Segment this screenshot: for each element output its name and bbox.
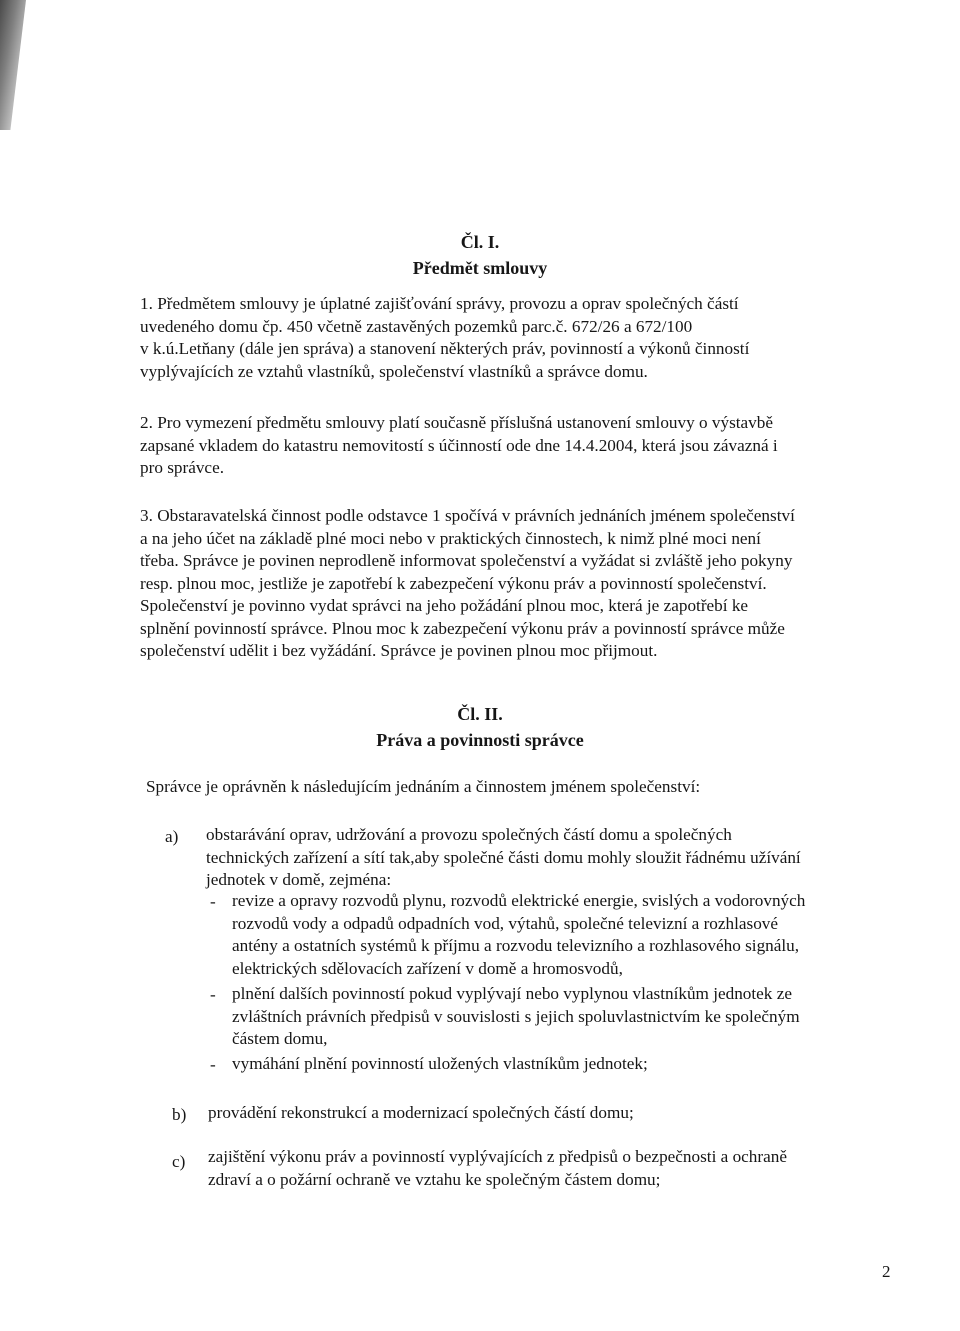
text-line: technických zařízení a sítí tak,aby společné části domu mohly sloužit řádnému užívání xyxy=(206,847,801,867)
bullet-dash: - xyxy=(210,892,216,911)
text-line: zdraví a o požární ochraně ve vztahu ke společným částem domu; xyxy=(208,1169,661,1189)
list-item-b xyxy=(208,1102,892,1125)
text-line: splnění povinností správce. Plnou moc k zabezpečení výkonu práv a povinností správce může xyxy=(140,618,785,638)
article-1-paragraph-2 xyxy=(140,412,896,480)
text-line: pro správce. xyxy=(140,458,224,477)
text-line: elektrických sdělovacích zařízení v domě a hromosvodů, xyxy=(232,958,623,978)
text-line: resp. plnou moc, jestliže je zapotřebí k zabezpečení výkonu práv a povinností společenství. xyxy=(140,573,767,593)
text-line: třeba. Správce je povinen neprodleně informovat společenství a vyžádat si zvláště jeho pokyny xyxy=(140,551,793,570)
page-number: 2 xyxy=(882,1262,891,1281)
text-line: obstarávání oprav, udržování a provozu společných částí domu a společných xyxy=(206,825,732,844)
article-2-title: Práva a povinnosti správce xyxy=(376,730,584,750)
list-item-c xyxy=(208,1146,896,1191)
text-line: v k.ú.Letňany (dále jen správa) a stanovení některých práv, povinností a výkonů činností xyxy=(140,339,750,358)
article-1-paragraph-3 xyxy=(140,505,896,663)
text-line: Společenství je povinno vydat správci na jeho požádání plnou moc, která je zapotřebí ke xyxy=(140,596,749,615)
text-line: antény a ostatních systémů k příjmu a rozvodu televizního a rozhlasového signálu, xyxy=(232,936,800,955)
text-line: vymáhání plnění povinností uložených vlastníkům jednotek; xyxy=(232,1054,648,1073)
sub-item-3 xyxy=(232,1053,892,1076)
sub-item-2 xyxy=(232,983,892,1051)
text-line: 2. Pro vymezení předmětu smlouvy platí současně příslušná ustanovení smlouvy o výstavbě xyxy=(140,413,773,432)
text-line: vyplývajících ze vztahů vlastníků, společenství vlastníků a správce domu. xyxy=(140,361,648,381)
list-label-c: c) xyxy=(172,1152,186,1171)
text-line: rozvodů vody a odpadů odpadních vod, výtahů, společné televizní a rozhlasové xyxy=(232,913,779,933)
text-line: jednotek v domě, zejména: xyxy=(206,870,392,889)
text-line: provádění rekonstrukcí a modernizací společných částí domu; xyxy=(208,1103,634,1122)
text-line: 3. Obstaravatelská činnost podle odstavce 1 spočívá v právních jednáních jménem společenství xyxy=(140,506,795,525)
bullet-dash: - xyxy=(210,985,216,1004)
article-2-number: Čl. II. xyxy=(457,704,503,724)
article-2-intro xyxy=(146,776,886,799)
article-1-number: Čl. I. xyxy=(460,232,500,252)
text-line: zajištění výkonu práv a povinností vyplývajících z předpisů o bezpečnosti a ochraně xyxy=(208,1147,787,1166)
text-line: plnění dalších povinností pokud vyplývají nebo vyplynou vlastníkům jednotek ze xyxy=(232,984,792,1003)
text-line: revize a opravy rozvodů plynu, rozvodů elektrické energie, svislých a vodorovných xyxy=(232,891,806,910)
text-line: společenství udělit i bez vyžádání. Správce je povinen plnou moc přijmout. xyxy=(140,641,658,660)
text-line: a na jeho účet na základě plné moci nebo v praktických činnostech, k nimž plné moci není xyxy=(140,528,761,548)
text-line: zapsané vkladem do katastru nemovitostí s účinností ode dne 14.4.2004, která jsou závazná i xyxy=(140,435,778,455)
text-line: uvedeného domu čp. 450 včetně zastavěných pozemků parc.č. 672/26 a 672/100 xyxy=(140,316,693,336)
list-label-b: b) xyxy=(172,1105,187,1124)
text-line: 1. Předmětem smlouvy je úplatné zajišťování správy, provozu a oprav společných částí xyxy=(140,294,739,313)
article-1-paragraph-1 xyxy=(140,293,896,383)
list-item-a xyxy=(206,824,894,892)
article-1-title: Předmět smlouvy xyxy=(412,258,548,278)
list-label-a: a) xyxy=(165,827,179,846)
bullet-dash: - xyxy=(210,1055,216,1074)
text-line: Správce je oprávněn k následujícím jednáním a činnostem jménem společenství: xyxy=(146,777,701,796)
text-line: částem domu, xyxy=(232,1029,328,1048)
sub-item-1 xyxy=(232,890,892,980)
text-line: zvláštních právních předpisů v souvislosti s jejich spoluvlastnictvím ke společným xyxy=(232,1006,800,1026)
